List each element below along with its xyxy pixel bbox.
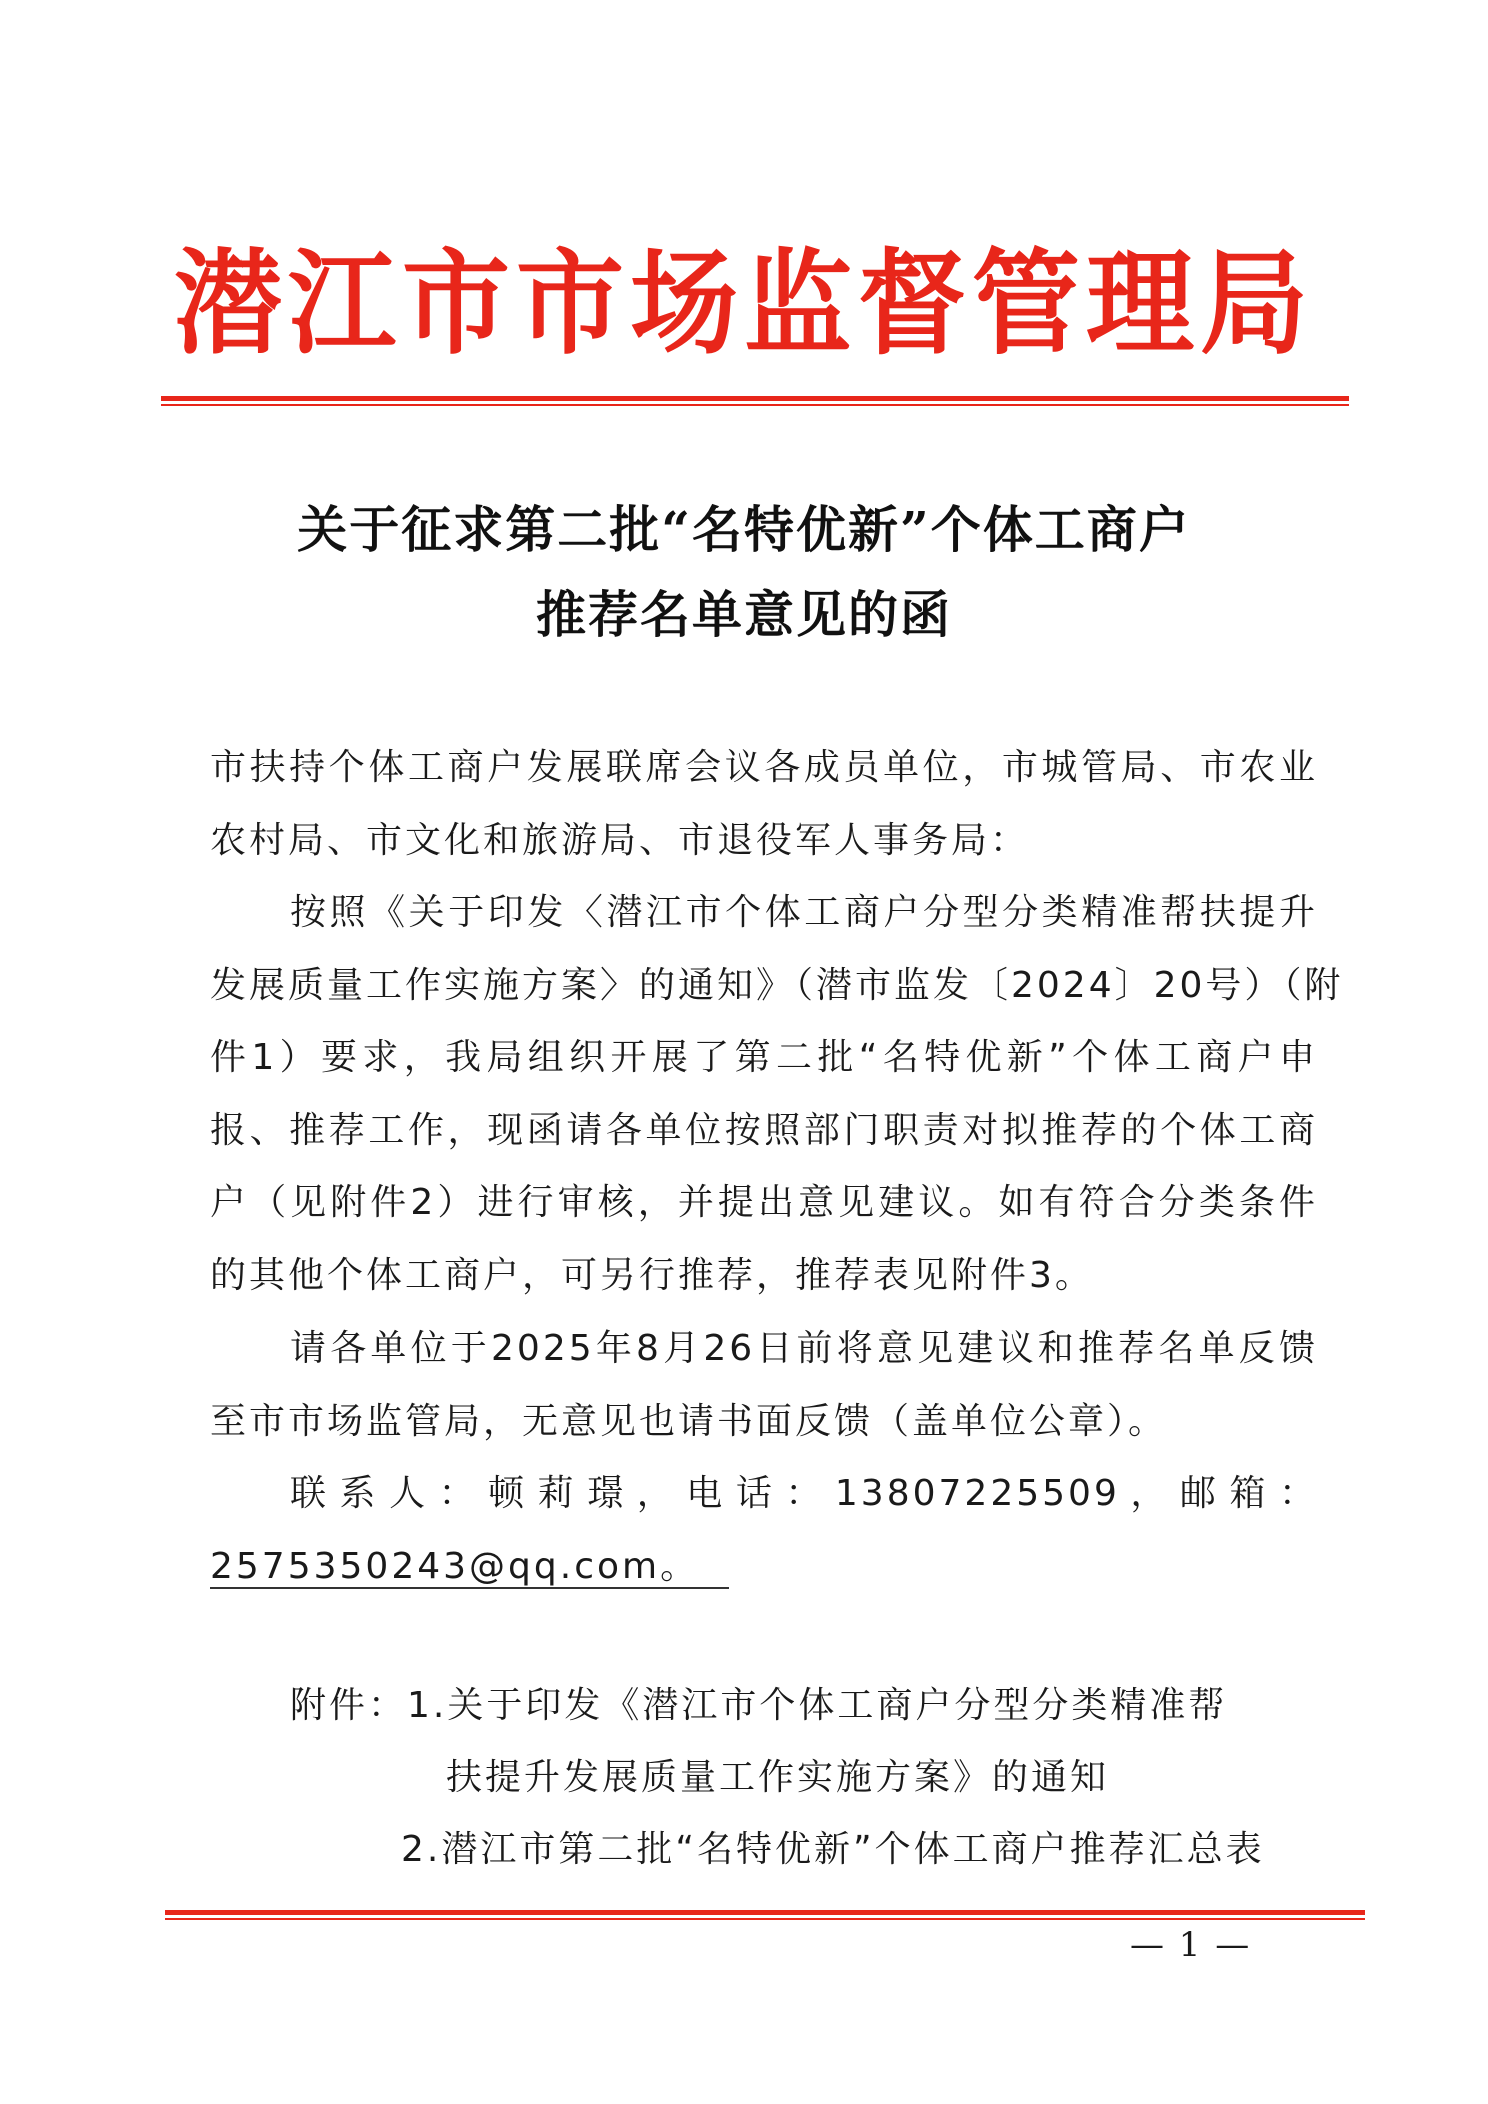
footer-red-rule-thin <box>165 1918 1365 1920</box>
paragraph-deadline <box>210 1313 1318 1458</box>
paragraph1-line-4: 报、推荐工作，现函请各单位按照部门职责对拟推荐的个体工商 <box>210 1109 1318 1151</box>
paragraph1-line-6: 的其他个体工商户，可另行推荐，推荐表见附件3。 <box>210 1254 1094 1296</box>
contact-line-1: 联系人：顿莉璟，电话：13807225509，邮箱： <box>290 1473 1318 1514</box>
contact-email-line <box>210 1531 1318 1604</box>
attachment-2: 2.潜江市第二批“名特优新”个体工商户推荐汇总表 <box>401 1829 1265 1870</box>
attachment-1-line-2: 扶提升发展质量工作实施方案》的通知 <box>446 1757 1110 1798</box>
document-title-line-2: 推荐名单意见的函 <box>536 585 952 644</box>
contact-block <box>210 1458 1318 1603</box>
contact-email: 2575350243@qq.com。 <box>210 1546 729 1589</box>
page-number: — 1 — <box>1130 1925 1252 1965</box>
letterhead-red-rule <box>161 396 1349 401</box>
addressee-line-2: 农村局、市文化和旅游局、市退役军人事务局： <box>210 819 1030 861</box>
attachment-1-line-1: 附件：1.关于印发《潜江市个体工商户分型分类精准帮 <box>290 1685 1228 1726</box>
paragraph1-line-1: 按照《关于印发〈潜江市个体工商户分型分类精准帮扶提升 <box>290 892 1318 933</box>
footer-red-rule <box>165 1910 1365 1915</box>
addressee-line-1: 市扶持个体工商户发展联席会议各成员单位，市城管局、市农业 <box>210 747 1318 788</box>
addressee-block <box>210 732 1318 877</box>
paragraph2-line-1: 请各单位于2025年8月26日前将意见建议和推荐名单反馈 <box>290 1328 1318 1369</box>
paragraph2-line-2: 至市市场监管局，无意见也请书面反馈（盖单位公章）。 <box>210 1400 1168 1442</box>
paragraph1-line-2: 发展质量工作实施方案〉的通知》（潜市监发〔2024〕20号）（附 <box>210 964 1344 1006</box>
letterhead-red-rule-thin <box>161 404 1349 406</box>
paragraph1-line-5: 户（见附件2）进行审核，并提出意见建议。如有符合分类条件 <box>210 1182 1318 1223</box>
paragraph-request <box>210 877 1344 1312</box>
document-title-line-1: 关于征求第二批“名特优新”个体工商户 <box>297 500 1191 559</box>
paragraph1-line-3: 件1）要求，我局组织开展了第二批“名特优新”个体工商户申 <box>210 1037 1318 1078</box>
agency-letterhead: 潜江市市场监督管理局 <box>173 237 1314 371</box>
